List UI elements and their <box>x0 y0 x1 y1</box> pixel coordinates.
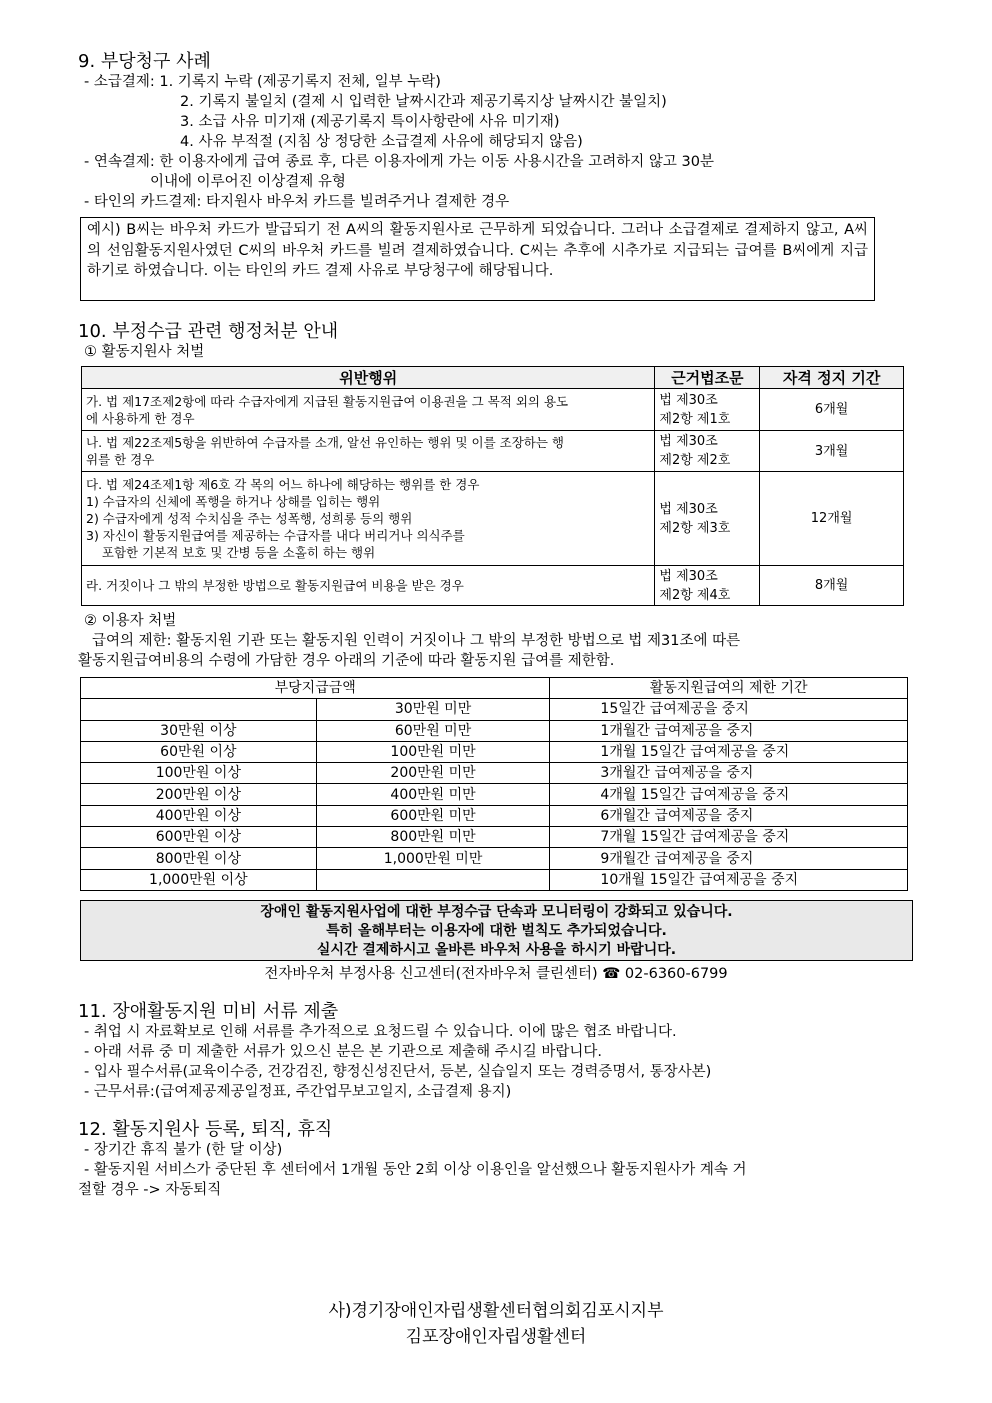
table-header: 근거법조문 <box>655 367 760 389</box>
table-row <box>81 784 908 805</box>
table-header: 활동지원급여의 제한 기간 <box>550 678 908 699</box>
table-cell: 200만원 미만 <box>316 763 550 784</box>
table-row <box>81 720 908 741</box>
cell-line: 2) 수급자에게 성적 수치심을 주는 성폭행, 성희롱 등의 행위 <box>86 511 413 526</box>
report-center-line: 전자바우처 부정사용 신고센터(전자바우처 클린센터) ☎ 02-6360-6799 <box>264 966 728 982</box>
table-cell: 60만원 이상 <box>81 741 317 762</box>
table-row <box>81 869 908 890</box>
cell-line: 법 제30조 <box>659 434 718 449</box>
notice-line-1: 장애인 활동지원사업에 대한 부정수급 단속과 모니터링이 강화되고 있습니다. <box>260 904 733 920</box>
s9-line-2: 2. 기록지 불일치 (결제 시 입력한 날짜시간과 제공기록지상 날짜시간 불일치) <box>180 94 667 110</box>
table-cell: 4개월 15일간 급여제공을 중지 <box>550 784 908 805</box>
cell-line: 다. 법 제24조제1항 제6호 각 목의 어느 하나에 해당하는 행위를 한 경우 <box>86 477 480 492</box>
notice-line-2: 특히 올해부터는 이용자에 대한 벌칙도 추가되었습니다. <box>326 923 667 939</box>
table-cell: 800만원 미만 <box>316 827 550 848</box>
period-cell: 12개월 <box>760 472 904 566</box>
law-cell <box>655 566 760 606</box>
cell-line: 에 사용하게 한 경우 <box>86 410 195 426</box>
s9-line-1: - 소급결제: 1. 기록지 누락 (제공기록지 전체, 일부 누락) <box>84 74 441 90</box>
table-cell: 600만원 미만 <box>316 805 550 826</box>
cell-line: 법 제30조 <box>659 392 718 408</box>
s9-line-3: 3. 소급 사유 미기재 (제공기록지 특이사항란에 사유 미기재) <box>180 114 560 130</box>
table-cell: 7개월 15일간 급여제공을 중지 <box>550 827 908 848</box>
table-row <box>82 472 904 566</box>
violation-cell <box>82 472 655 566</box>
table-row <box>81 741 908 762</box>
table-cell: 1개월간 급여제공을 중지 <box>550 720 908 741</box>
cell-line: 1) 수급자의 신체에 폭행을 하거나 상해를 입히는 행위 <box>86 494 381 509</box>
cell-line: 3) 자신이 활동지원급여를 제공하는 수급자를 내다 버리거나 의식주를 <box>86 528 465 543</box>
cell-line: 라. 거짓이나 그 밖의 부정한 방법으로 활동지원급여 비용을 받은 경우 <box>86 578 464 593</box>
s9-line-4: 4. 사유 부적절 (지침 상 정당한 소급결제 사유에 해당되지 않음) <box>180 134 583 150</box>
s12-line-3: 절할 경우 -> 자동퇴직 <box>78 1182 222 1198</box>
cell-line: 법 제30조 <box>659 501 718 517</box>
table-cell: 6개월간 급여제공을 중지 <box>550 805 908 826</box>
law-cell <box>655 431 760 472</box>
cell-line: 가. 법 제17조제2항에 따라 수급자에게 지급된 활동지원급여 이용권을 그 목적 외의 용도 <box>86 393 569 409</box>
table-header-row <box>81 678 908 699</box>
table-cell: 10개월 15일간 급여제공을 중지 <box>550 869 908 890</box>
table-header: 위반행위 <box>82 367 655 389</box>
violation-cell <box>82 431 655 472</box>
table-cell: 600만원 이상 <box>81 827 317 848</box>
period-cell: 6개월 <box>760 389 904 431</box>
cell-line: 제2항 제3호 <box>659 520 731 536</box>
violation-cell <box>82 566 655 606</box>
table-cell: 1,000만원 미만 <box>316 848 550 869</box>
user-penalty-table <box>80 677 908 891</box>
supporter-penalty-table <box>81 366 904 606</box>
period-cell: 3개월 <box>760 431 904 472</box>
s10-paragraph-2: 활동지원급여비용의 수령에 가담한 경우 아래의 기준에 따라 활동지원 급여를 제한함. <box>78 653 615 669</box>
cell-line: 제2항 제1호 <box>659 411 731 427</box>
footer-org-2: 김포장애인자립생활센터 <box>405 1327 587 1347</box>
table-cell: 15일간 급여제공을 중지 <box>550 699 908 720</box>
section-10-title: 10. 부정수급 관련 행정처분 안내 <box>78 321 339 342</box>
cell-line: 위를 한 경우 <box>86 452 155 467</box>
table-row <box>82 566 904 606</box>
table-cell: 100만원 미만 <box>316 741 550 762</box>
s11-line-3: - 입사 필수서류(교육이수증, 건강검진, 향정신성진단서, 등본, 실습일지 또는 경력증명서, 통장사본) <box>84 1064 712 1080</box>
example-box <box>80 217 875 301</box>
table-cell: 1개월 15일간 급여제공을 중지 <box>550 741 908 762</box>
table-cell: 9개월간 급여제공을 중지 <box>550 848 908 869</box>
table-row <box>82 389 904 431</box>
table-cell: 100만원 이상 <box>81 763 317 784</box>
cell-line: 제2항 제2호 <box>659 453 731 468</box>
table-cell: 400만원 이상 <box>81 805 317 826</box>
period-cell: 8개월 <box>760 566 904 606</box>
table-cell: 60만원 미만 <box>316 720 550 741</box>
s12-line-2: - 활동지원 서비스가 중단된 후 센터에서 1개월 동안 2회 이상 이용인을 알선했으나 활동지원사가 계속 거 <box>84 1162 747 1178</box>
s11-line-4: - 근무서류:(급여제공제공일정표, 주간업무보고일지, 소급결제 용지) <box>84 1084 512 1100</box>
table-cell: 30만원 이상 <box>81 720 317 741</box>
section-12-title: 12. 활동지원사 등록, 퇴직, 휴직 <box>78 1119 333 1140</box>
cell-line: 나. 법 제22조제5항을 위반하여 수급자를 소개, 알선 유인하는 행위 및 이를 조장하는 행 <box>86 435 564 450</box>
table-cell: 3개월간 급여제공을 중지 <box>550 763 908 784</box>
fraud-notice-box <box>80 900 913 961</box>
s12-line-1: - 장기간 휴직 불가 (한 달 이상) <box>84 1142 283 1158</box>
table-row <box>81 763 908 784</box>
s11-line-1: - 취업 시 자료확보로 인해 서류를 추가적으로 요청드릴 수 있습니다. 이에 많은 협조 바랍니다. <box>84 1024 677 1040</box>
violation-cell <box>82 389 655 431</box>
s10-sub-2: ② 이용자 처벌 <box>84 613 177 629</box>
s9-line-7: - 타인의 카드결제: 타지원사 바우처 카드를 빌려주거나 결제한 경우 <box>84 194 510 210</box>
table-cell: 800만원 이상 <box>81 848 317 869</box>
table-row <box>81 699 908 720</box>
s9-line-6: 이내에 이루어진 이상결제 유형 <box>150 174 346 190</box>
s10-sub-1: ① 활동지원사 처벌 <box>84 344 205 360</box>
section-11-title: 11. 장애활동지원 미비 서류 제출 <box>78 1001 339 1022</box>
table-row <box>81 805 908 826</box>
table-header: 부당지급금액 <box>81 678 550 699</box>
table-cell: 1,000만원 이상 <box>81 869 317 890</box>
table-cell <box>81 699 317 720</box>
footer-org-1: 사)경기장애인자립생활센터협의회김포시지부 <box>328 1301 664 1321</box>
notice-line-3: 실시간 결제하시고 올바른 바우처 사용을 하시기 바랍니다. <box>316 942 677 958</box>
section-9-title: 9. 부당청구 사례 <box>78 51 211 72</box>
s11-line-2: - 아래 서류 중 미 제출한 서류가 있으신 분은 본 기관으로 제출해 주시길 바랍니다. <box>84 1044 602 1060</box>
example-text: 예시) B씨는 바우처 카드가 발급되기 전 A씨의 활동지원사로 근무하게 되었습니다. 그러나 소급결제로 결제하지 않고, A씨의 선임활동지원사였던 C씨의 바우처 카드를 빌려 결제하였습니다. C씨는 추후에 시추가로 지급되는 급여를 B씨에게 지급하기로 하였습니다. 이는 타인의 카드 결제 사유로 부당청구에 해당됩니다. <box>87 222 868 279</box>
s10-paragraph-1: 급여의 제한: 활동지원 기관 또는 활동지원 인력이 거짓이나 그 밖의 부정한 방법으로 법 제31조에 따른 <box>92 633 741 649</box>
law-cell <box>655 389 760 431</box>
cell-line: 법 제30조 <box>659 568 718 584</box>
table-row <box>81 848 908 869</box>
table-row <box>81 827 908 848</box>
table-header: 자격 정지 기간 <box>760 367 904 389</box>
table-cell: 30만원 미만 <box>316 699 550 720</box>
cell-line: 제2항 제4호 <box>659 587 731 603</box>
cell-line: 포함한 기본적 보호 및 간병 등을 소홀히 하는 행위 <box>86 545 376 560</box>
table-header-row <box>82 367 904 389</box>
table-row <box>82 431 904 472</box>
table-cell: 400만원 미만 <box>316 784 550 805</box>
table-cell: 200만원 이상 <box>81 784 317 805</box>
table-cell <box>316 869 550 890</box>
law-cell <box>655 472 760 566</box>
s9-line-5: - 연속결제: 한 이용자에게 급여 종료 후, 다른 이용자에게 가는 이동 사용시간을 고려하지 않고 30분 <box>84 154 714 170</box>
